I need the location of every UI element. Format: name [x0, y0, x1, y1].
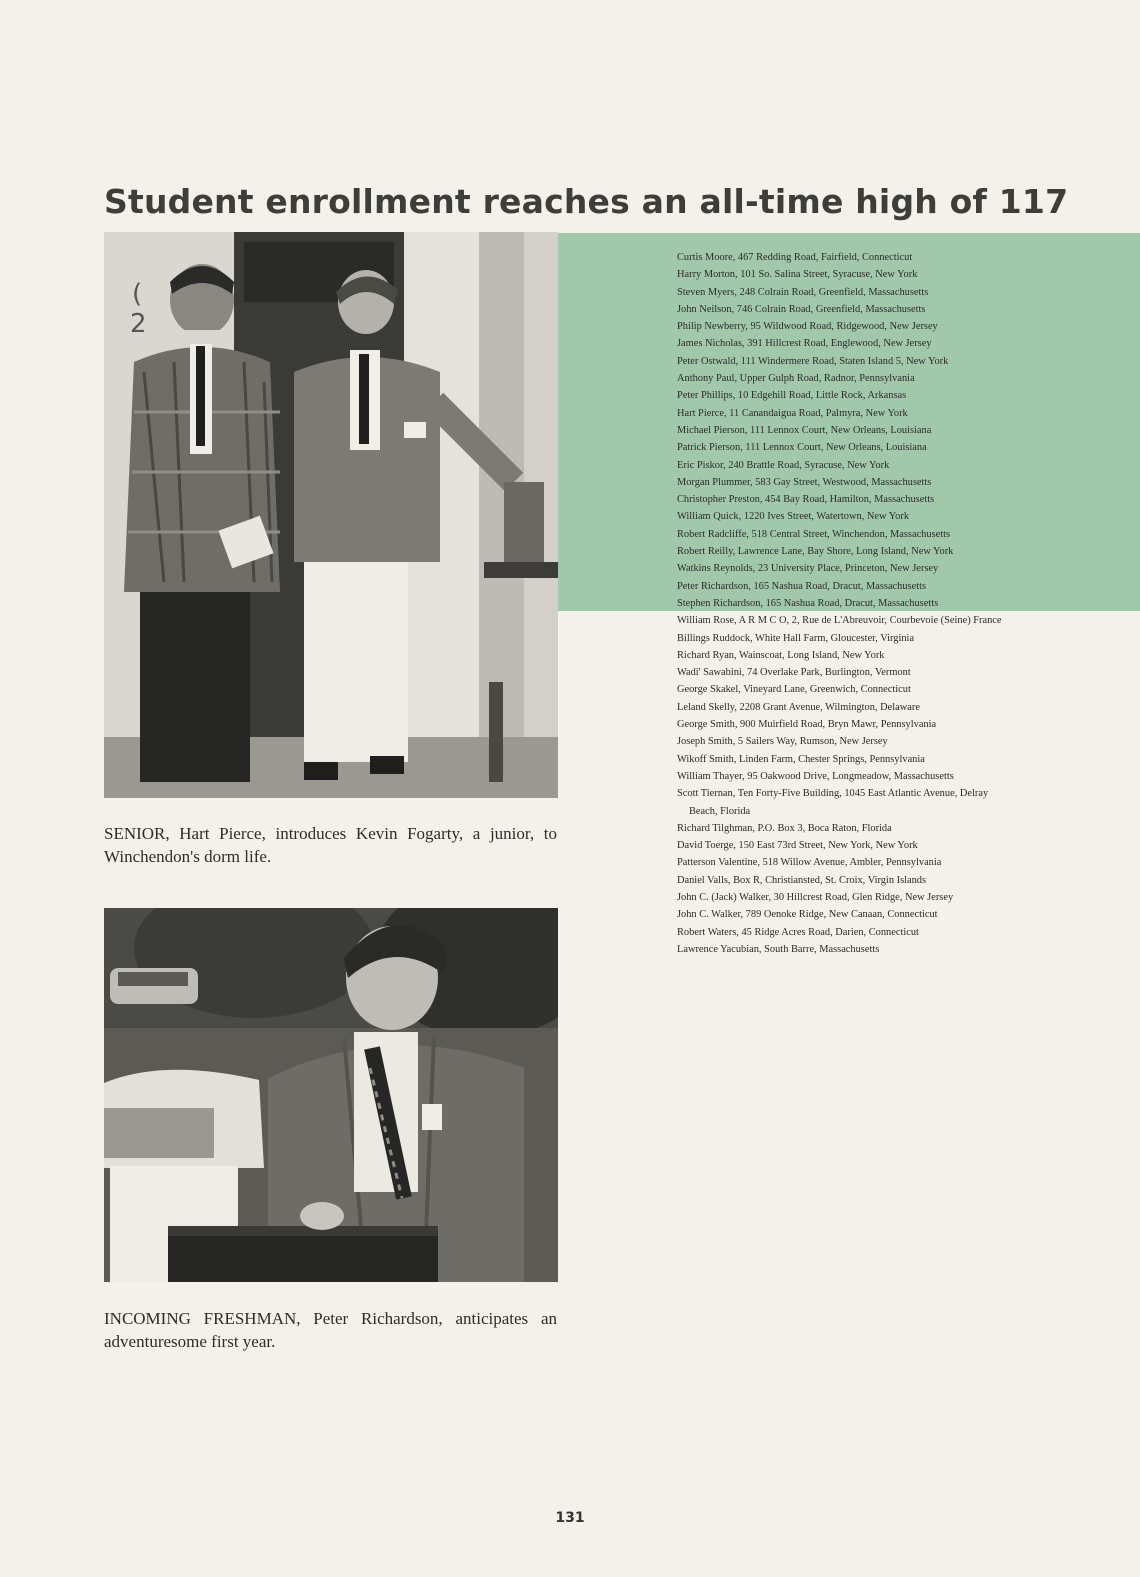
roster-entry: Watkins Reynolds, 23 University Place, Princeton, New Jersey [677, 563, 939, 575]
student-roster-list [677, 249, 1017, 958]
roster-entry: Peter Richardson, 165 Nashua Road, Dracut, Massachusetts [677, 580, 927, 592]
roster-entry: Michael Pierson, 111 Lennox Court, New Orleans, Louisiana [677, 424, 932, 436]
roster-entry: Harry Morton, 101 So. Salina Street, Syracuse, New York [677, 269, 918, 281]
roster-entry: Christopher Preston, 454 Bay Road, Hamilton, Massachusetts [677, 494, 935, 506]
photo-students-doorway-image [104, 232, 558, 798]
page-headline: Student enrollment reaches an all-time high of 117 [104, 182, 1069, 222]
roster-entry: Hart Pierce, 11 Canandaigua Road, Palmyra, New York [677, 407, 908, 419]
svg-text:2: 2 [130, 309, 147, 339]
roster-entry: William Quick, 1220 Ives Street, Watertown, New York [677, 511, 910, 523]
roster-entry: James Nicholas, 391 Hillcrest Road, Englewood, New Jersey [677, 338, 932, 350]
roster-entry: Robert Radcliffe, 518 Central Street, Winchendon, Massachusetts [677, 528, 951, 540]
page-number: 131 [555, 1510, 585, 1526]
roster-entry: Peter Phillips, 10 Edgehill Road, Little Rock, Arkansas [677, 390, 907, 402]
roster-entry: Patterson Valentine, 518 Willow Avenue, Ambler, Pennsylvania [677, 857, 942, 869]
roster-entry: John C. Walker, 789 Oenoke Ridge, New Canaan, Connecticut [677, 909, 938, 921]
roster-entry: William Rose, A R M C O, 2, Rue de L'Abreuvoir, Courbevoie (Seine) France [677, 615, 1002, 627]
roster-entry: Morgan Plummer, 583 Gay Street, Westwood, Massachusetts [677, 476, 932, 488]
roster-entry: Stephen Richardson, 165 Nashua Road, Dracut, Massachusetts [677, 597, 939, 609]
roster-entry: Steven Myers, 248 Colrain Road, Greenfield, Massachusetts [677, 286, 929, 298]
roster-entry: Robert Waters, 45 Ridge Acres Road, Darien, Connecticut [677, 926, 919, 938]
roster-entry: John Neilson, 746 Colrain Road, Greenfield, Massachusetts [677, 303, 926, 315]
roster-entry: Lawrence Yacubian, South Barre, Massachusetts [677, 943, 880, 955]
roster-entry: Robert Reilly, Lawrence Lane, Bay Shore, Long Island, New York [677, 546, 954, 558]
roster-entry: William Thayer, 95 Oakwood Drive, Longmeadow, Massachusetts [677, 770, 954, 782]
photo-freshman-trunk-image [104, 908, 558, 1282]
photo-caption-senior: SENIOR, Hart Pierce, introduces Kevin Fogarty, a junior, to Winchendon's dorm life. [104, 824, 557, 866]
roster-entry: George Smith, 900 Muirfield Road, Bryn Mawr, Pennsylvania [677, 719, 937, 731]
roster-entry: Patrick Pierson, 111 Lennox Court, New Orleans, Louisiana [677, 442, 927, 454]
roster-entry: David Toerge, 150 East 73rd Street, New York, New York [677, 840, 918, 852]
roster-entry: George Skakel, Vineyard Lane, Greenwich, Connecticut [677, 684, 911, 696]
roster-entry: Philip Newberry, 95 Wildwood Road, Ridgewood, New Jersey [677, 321, 938, 333]
svg-text:(: ( [132, 279, 143, 309]
roster-entry: Anthony Paul, Upper Gulph Road, Radnor, Pennsylvania [677, 373, 915, 385]
roster-entry: Peter Ostwald, 111 Windermere Road, Staten Island 5, New York [677, 355, 949, 367]
roster-entry: Daniel Valls, Box R, Christiansted, St. Croix, Virgin Islands [677, 874, 927, 886]
roster-entry: Curtis Moore, 467 Redding Road, Fairfield, Connecticut [677, 252, 913, 263]
roster-entry: Eric Piskor, 240 Brattle Road, Syracuse, New York [677, 459, 890, 471]
roster-entry: John C. (Jack) Walker, 30 Hillcrest Road, Glen Ridge, New Jersey [677, 891, 954, 903]
photo-freshman-trunk [104, 908, 558, 1282]
photo-caption-freshman: INCOMING FRESHMAN, Peter Richardson, anticipates an adventuresome first year. [104, 1309, 557, 1351]
roster-entry: Richard Ryan, Wainscoat, Long Island, New York [677, 649, 885, 661]
roster-entry: Wikoff Smith, Linden Farm, Chester Springs, Pennsylvania [677, 753, 925, 765]
roster-entry: Scott Tiernan, Ten Forty-Five Building, 1045 East Atlantic Avenue, Delray Beach, Florida [677, 788, 989, 817]
roster-entry: Richard Tilghman, P.O. Box 3, Boca Raton, Florida [677, 822, 892, 834]
photo-students-doorway [104, 232, 558, 798]
roster-entry: Joseph Smith, 5 Sailers Way, Rumson, New Jersey [677, 736, 888, 748]
roster-entry: Wadi' Sawabini, 74 Overlake Park, Burlington, Vermont [677, 667, 911, 679]
roster-entry: Leland Skelly, 2208 Grant Avenue, Wilmington, Delaware [677, 701, 920, 713]
roster-entry: Billings Ruddock, White Hall Farm, Gloucester, Virginia [677, 632, 915, 644]
